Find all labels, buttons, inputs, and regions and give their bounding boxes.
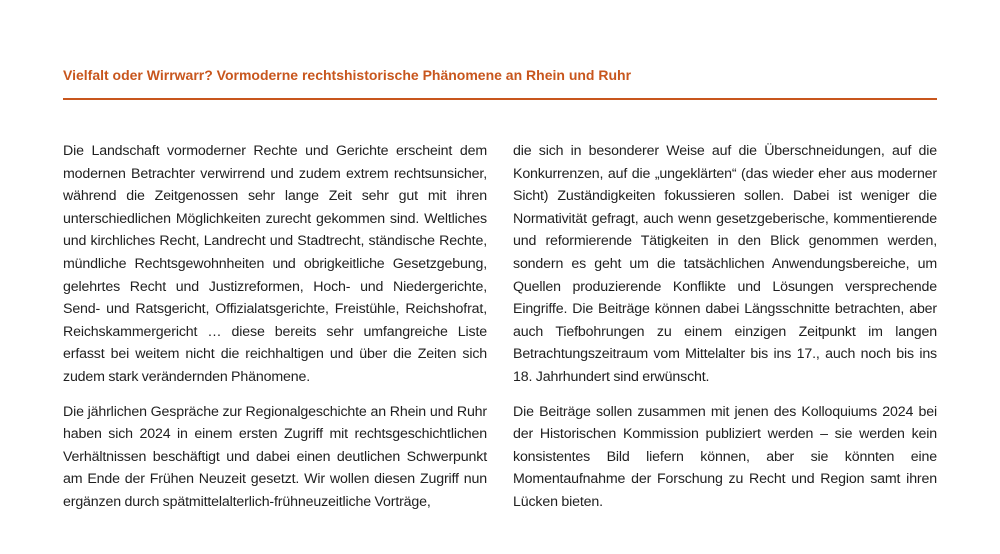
title-divider: [63, 98, 937, 100]
paragraph: die sich in besonderer Weise auf die Überschneidungen, auf die Konkurrenzen, auf die „ungeklärten“ (das wieder eher aus moderner Sicht) Zuständigkeiten fokussieren sollen. Dabei ist weniger die Normativität gefragt, auch wenn gesetzgeberische, kommentierende und reformierende Tätigkeiten in den Blick genommen werden, sondern es geht um die tatsächlichen Anwendungsbereiche, um Quellen produzierende Konflikte und Lösungen versprechende Eingriffe. Die Beiträge können dabei Längsschnitte betrachten, aber auch Tiefbohrungen zu einem einzigen Zeitpunkt im langen Betrachtungszeitraum vom Mittelalter bis ins 17., auch noch bis ins 18. Jahrhundert sind erwünscht.: [513, 143, 937, 385]
paragraph: Die Beiträge sollen zusammen mit jenen des Kolloquiums 2024 bei der Historischen Kommission publiziert werden – sie werden kein konsistentes Bild liefern können, aber sie könnten eine Momentaufnahme der Forschung zu Recht und Region samt ihren Lücken bieten.: [513, 403, 937, 510]
text-columns: [63, 140, 937, 526]
paragraph: Die Landschaft vormoderner Rechte und Gerichte erscheint dem modernen Betrachter verwirrend und zudem extrem rechtsunsicher, während die Zeitgenossen sehr lange Zeit sehr gut mit ihren unterschiedlichen Möglichkeiten zurecht gekommen sind. Weltliches und kirchliches Recht, Landrecht und Stadtrecht, ständische Rechte, mündliche Rechtsgewohnheiten und obrigkeitliche Gesetzgebung, gelehrtes Recht und Justizreformen, Hoch- und Niedergerichte, Send- und Ratsgericht, Offizialatsgerichte, Freistühle, Reichshofrat, Reichskammergericht … diese bereits sehr umfangreiche Liste erfasst bei weitem nicht die reichhaltigen und über die Zeiten sich zudem stark verändernden Phänomene.: [63, 143, 487, 385]
left-column: [63, 140, 487, 526]
page-title: Vielfalt oder Wirrwarr? Vormoderne rechtshistorische Phänomene an Rhein und Ruhr: [63, 67, 632, 83]
paragraph: Die jährlichen Gespräche zur Regionalgeschichte an Rhein und Ruhr haben sich 2024 in einem ersten Zugriff mit rechtsgeschichtlichen Verhältnissen beschäftigt und dabei einen deutlichen Schwerpunkt am Ende der Frühen Neuzeit gesetzt. Wir wollen diesen Zugriff nun ergänzen durch spätmittelalterlich-frühneuzeitliche Vorträge,: [63, 403, 487, 510]
right-column: [513, 140, 937, 526]
